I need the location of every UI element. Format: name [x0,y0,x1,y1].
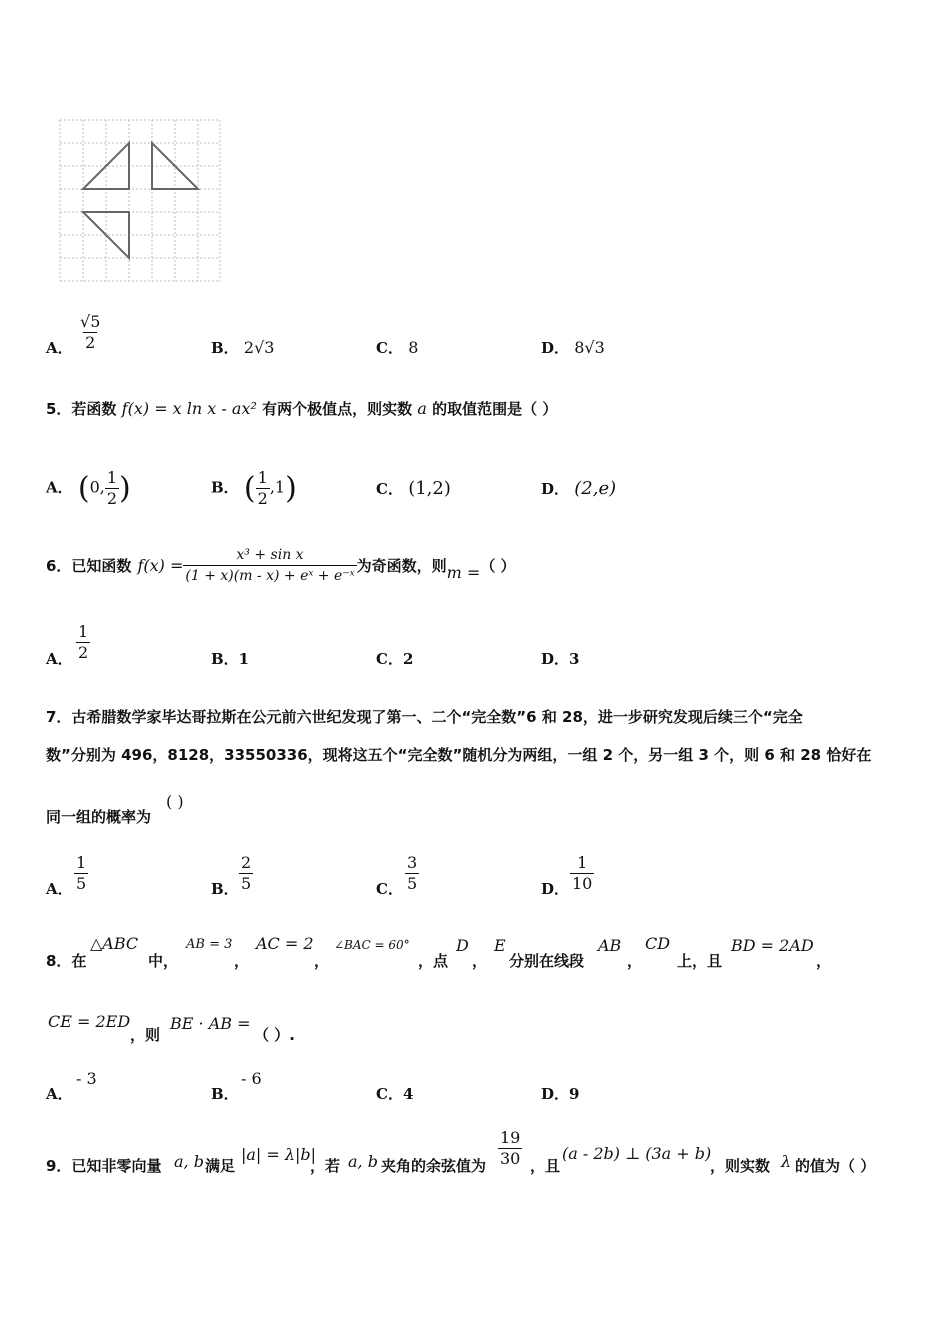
q5-option-c[interactable] [376,478,451,499]
q6-suffix: （ ） [480,557,516,575]
q8-seg-ab: AB [598,936,622,955]
q7-line-1: 7．古希腊数学家毕达哥拉斯在公元前六世纪发现了第一、二个“完全数”6 和 28，进一步研究发现后续三个“完全 [46,708,803,726]
q9-manzu: 满足 [205,1157,236,1175]
q7-option-a[interactable] [46,878,73,899]
q8-comma4: ， [627,952,643,970]
q5-option-a[interactable] [46,468,131,509]
q4-a-den: 2 [85,333,96,352]
q6-a-den: 2 [78,643,89,662]
q7-b-num: 2 [241,853,252,872]
q5-b-post: ,1 [269,477,286,497]
q7-option-a-label: A． [46,880,73,898]
q9-end: 的值为（ ） [795,1157,876,1175]
q6-option-a-value [76,622,90,663]
q6-m: m = [446,563,481,582]
q7-option-d-value [570,853,594,894]
q5-option-c-label: C． [376,480,403,498]
q7-option-c-label: C． [376,880,403,898]
q9-ruo: ，若 [310,1157,341,1175]
q8-comma2: ， [314,952,330,970]
q7-line-3: 同一组的概率为 [46,808,152,826]
q8-suffix: （ ）. [254,1026,295,1044]
q4-option-d-label: D． [541,339,570,357]
q7-c-den: 5 [407,874,418,893]
q8-option-b-value: - 6 [241,1069,262,1088]
q9-vecs2: a, b [348,1152,378,1171]
q7-d-den: 10 [572,874,593,893]
q7-a-num: 1 [76,853,87,872]
question-6 [46,545,516,586]
question-5 [46,398,557,419]
q7-option-d-label: D． [541,880,570,898]
q8-ce: CE = 2ED [48,1012,131,1031]
q7-option-c-value [405,853,419,894]
q7-b-den: 5 [241,874,252,893]
q6-option-a-label: A． [46,650,73,668]
q7-c-num: 3 [407,853,418,872]
q4-option-c[interactable] [376,337,418,358]
q8-dot-product: BE · AB = [170,1014,251,1033]
q5-option-d[interactable] [541,478,616,499]
q9-condition: |a| = λ|b| [241,1145,317,1164]
q6-option-c[interactable]: C．2 [376,650,414,668]
q5-b-open: ( [243,471,256,506]
q7-a-den: 5 [76,874,87,893]
q6-a-num: 1 [78,622,89,641]
q4-option-b[interactable] [211,337,274,358]
q9-suffix: ，则实数 [710,1157,771,1175]
q6-option-b[interactable]: B．1 [211,650,250,668]
q8-option-a[interactable] [46,1083,73,1104]
q4-option-a-label: A． [46,339,73,357]
q6-lhs: f(x) = [137,556,184,575]
q8-option-b[interactable] [211,1083,239,1104]
q5-option-b[interactable] [211,468,297,509]
q9-lambda: λ [781,1152,792,1171]
q5-option-d-label: D． [541,480,570,498]
q5-b-close: ) [285,471,297,506]
q7-option-d[interactable] [541,878,569,899]
q6-prefix: 6．已知函数 [46,557,132,575]
q9-jiajiao: 夹角的余弦值为 [381,1157,487,1175]
q8-triangle: △ABC [90,934,139,953]
q4-option-d[interactable] [541,337,605,358]
q8-comma3: ， [472,952,488,970]
q4-option-c-value: 8 [408,338,419,357]
q9-perp: (a - 2b) ⊥ (3a + b) [562,1144,712,1163]
q8-d: D [456,936,469,955]
q8-option-c[interactable]: C．4 [376,1085,414,1103]
q8-fenbie: 分别在线段 [509,952,585,970]
q7-paren: ( ) [166,792,184,811]
q9-cosine [498,1128,522,1169]
q7-option-b-value [239,853,253,894]
q6-middle: 为奇函数，则 [356,557,447,575]
q8-seg-cd: CD [645,934,671,953]
q9-vecs: a, b [174,1152,204,1171]
q5-suffix: 的取值范围是（ ） [432,400,558,418]
q5-b-num: 1 [257,468,268,487]
q5-a-pre: 0, [89,477,105,497]
q8-comma1: ， [234,952,250,970]
q7-option-b[interactable] [211,878,239,899]
q9-cos-den: 30 [500,1149,521,1168]
q6-option-d[interactable]: D．3 [541,650,580,668]
q8-bd: BD = 2AD [731,936,814,955]
q8-option-a-label: A． [46,1085,73,1103]
q8-ab: AB = 3 [186,937,233,952]
q6-option-a[interactable] [46,648,73,669]
q8-zhong: 中， [148,952,179,970]
q8-dian: ，点 [418,952,449,970]
q9-cos-num: 19 [500,1128,521,1147]
q8-option-a-value: - 3 [76,1069,97,1088]
q4-option-d-value: 8√3 [574,338,605,357]
q5-a-close: ) [119,471,131,506]
q5-formula: f(x) = x ln x - ax² [121,399,257,418]
q5-option-d-value: (2,e) [574,478,617,499]
q8-ze: ，则 [130,1026,161,1044]
q5-option-b-label: B． [211,478,239,497]
q5-var: a [417,399,427,418]
q8-angle: ∠BAC = 60° [334,938,410,952]
q7-option-c[interactable] [376,878,403,899]
q8-comma5: ， [816,952,832,970]
grid-with-triangles [55,115,225,285]
q8-option-d[interactable]: D．9 [541,1085,580,1103]
q7-d-num: 1 [577,853,588,872]
q4-a-num: √5 [80,312,101,331]
q8-prefix: 8．在 [46,952,87,970]
q4-option-a[interactable] [46,337,73,358]
q5-middle: 有两个极值点，则实数 [262,400,413,418]
q5-option-a-label: A． [46,478,73,497]
q8-option-b-label: B． [211,1085,239,1103]
q5-prefix: 5．若函数 [46,400,117,418]
q5-b-den: 2 [257,489,268,508]
q7-option-b-label: B． [211,880,239,898]
q8-ac: AC = 2 [256,934,314,953]
q4-option-c-label: C． [376,339,403,357]
q4-option-a-value [78,312,102,353]
grid-lines [60,120,220,281]
q6-numerator: x³ + sin x [236,547,304,563]
q7-line-2: 数”分别为 496，8128，33550336，现将这五个“完全数”随机分为两组，一组 2 个，另一组 3 个，则 6 和 28 恰好在 [46,746,872,764]
q4-option-b-label: B． [211,339,239,357]
q8-shang: 上，且 [677,952,723,970]
q6-denominator: (1 + x)(m - x) + eˣ + e⁻ˣ [183,565,356,586]
q5-a-den: 2 [106,489,118,508]
q4-option-b-value: 2√3 [243,338,275,357]
q7-option-a-value [74,853,88,894]
q5-a-num: 1 [106,468,118,487]
q9-qie: ，且 [530,1157,561,1175]
q8-e: E [494,936,506,955]
q5-a-open: ( [77,471,90,506]
q5-option-c-value: (1,2) [408,478,451,499]
q9-prefix: 9．已知非零向量 [46,1157,162,1175]
